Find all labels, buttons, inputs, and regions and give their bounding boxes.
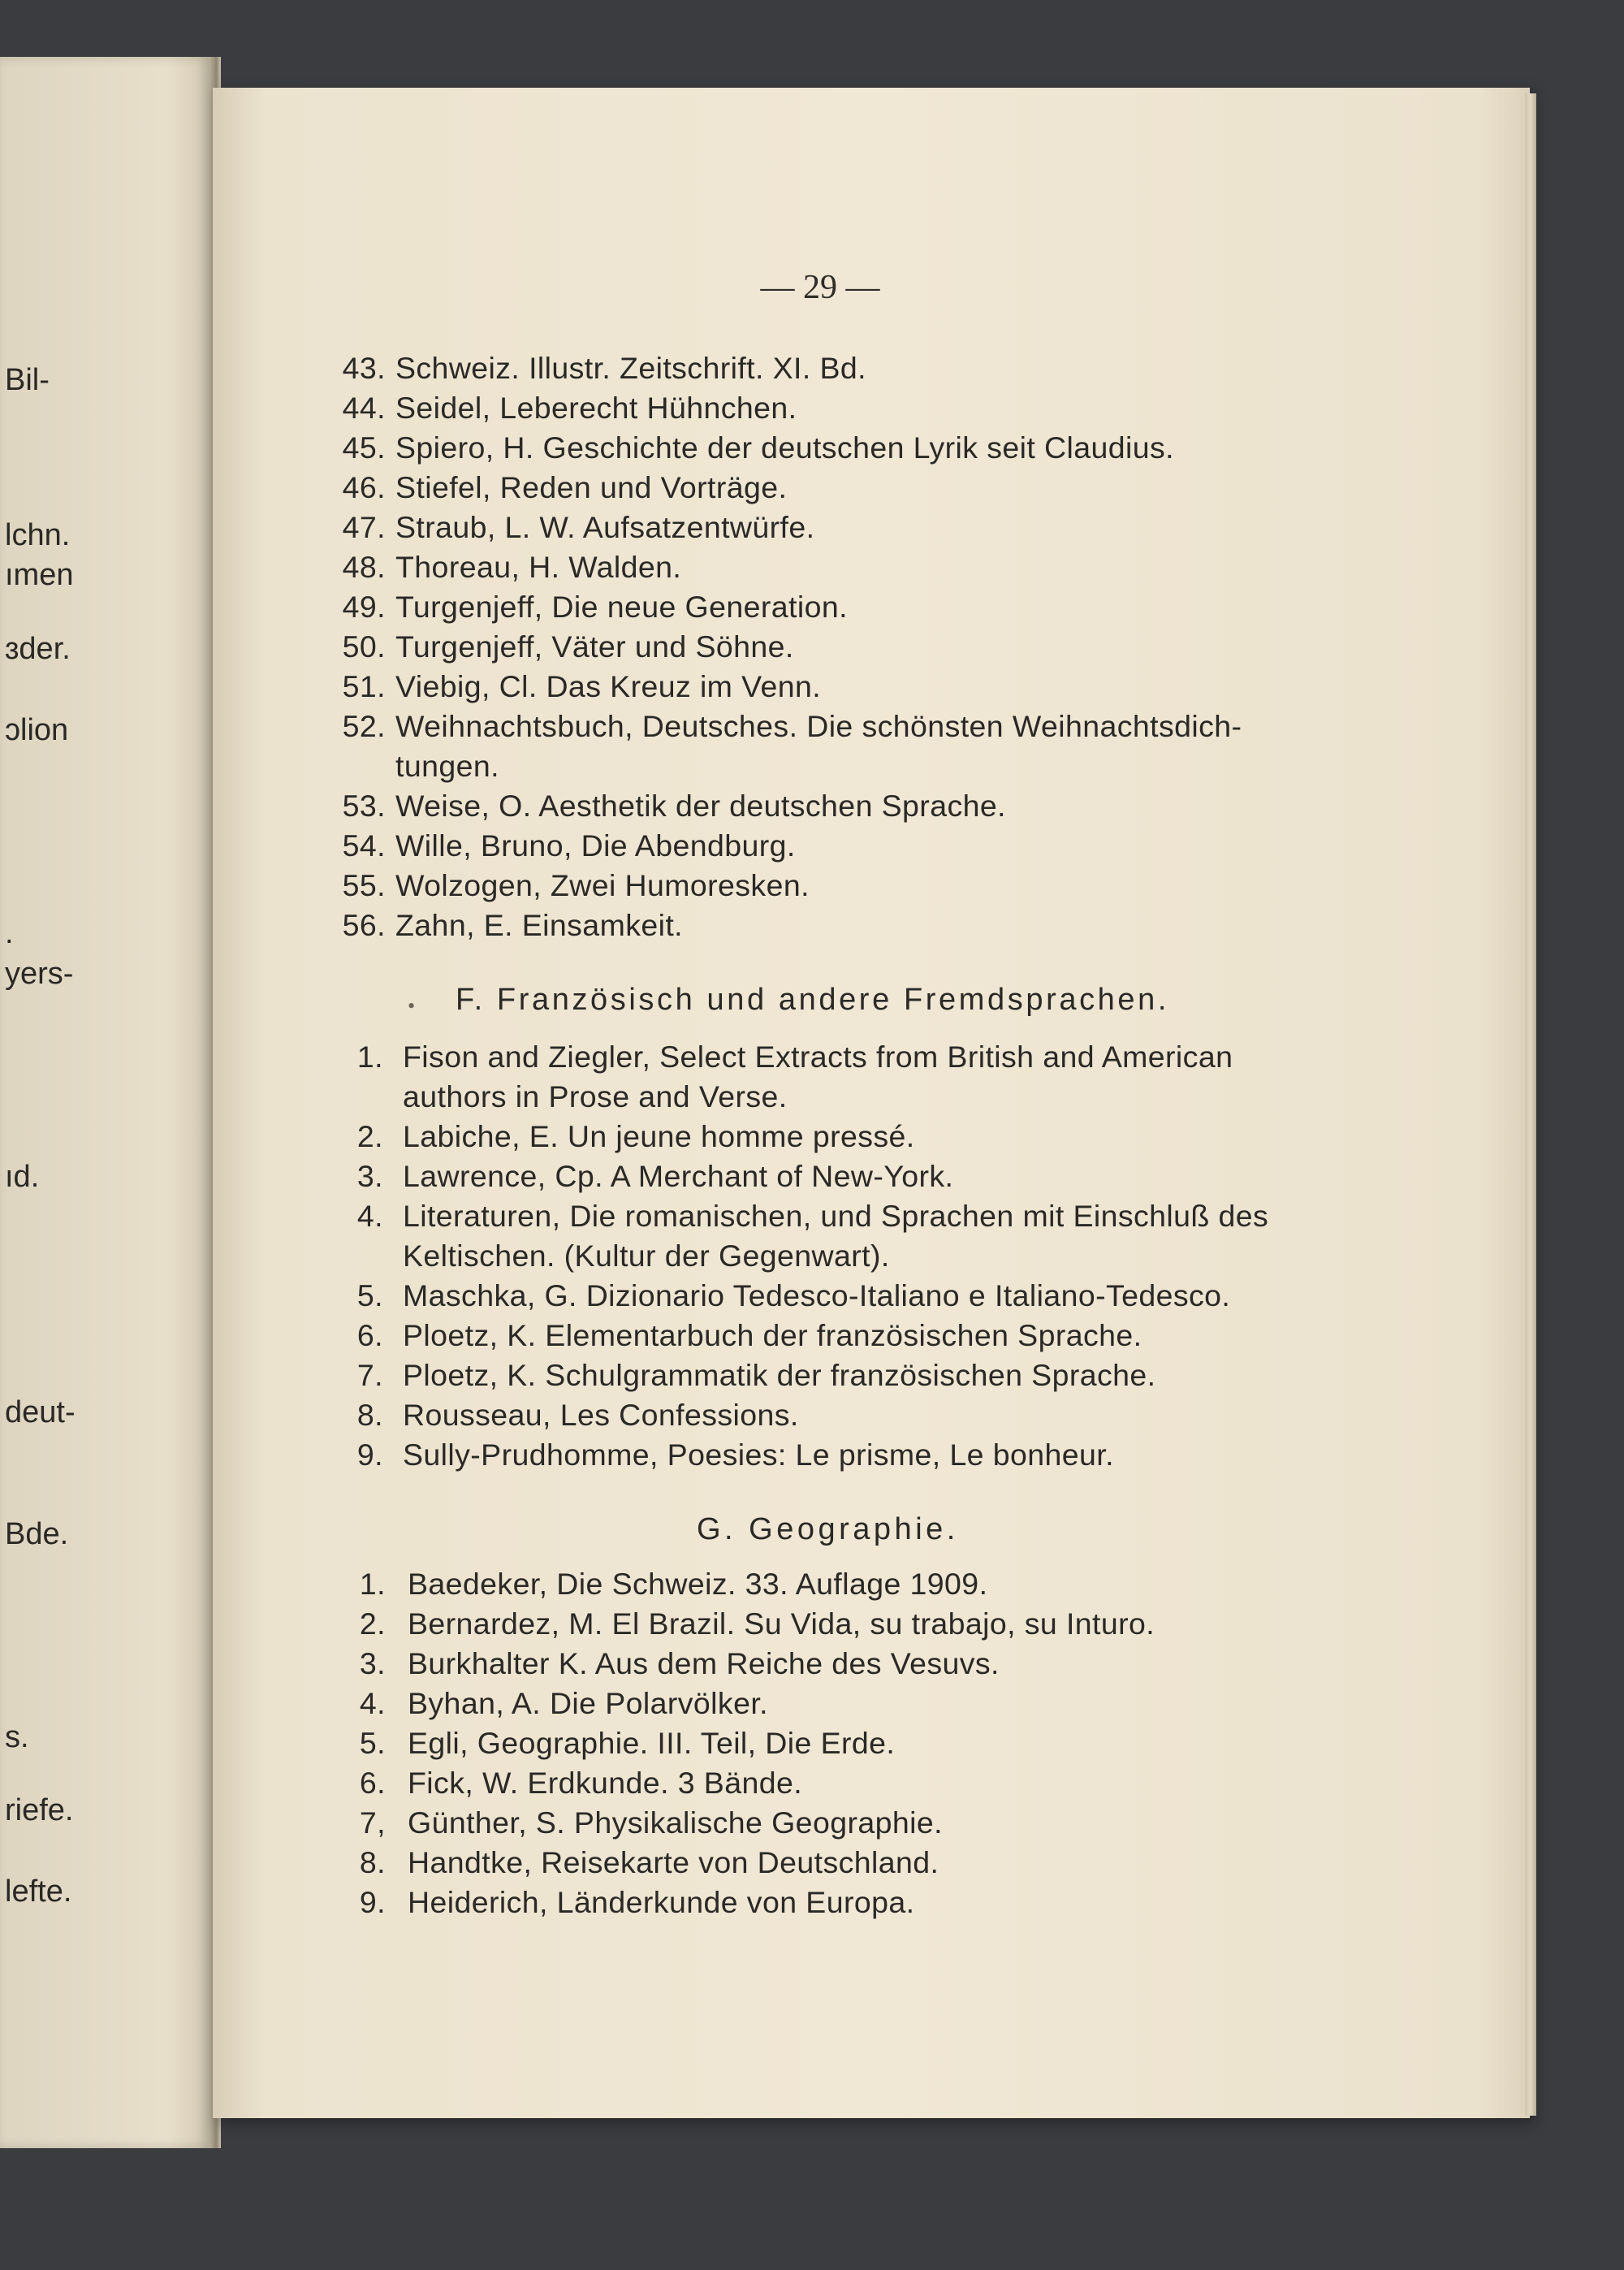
section-heading-f: F. Französisch und andere Fremdsprachen. <box>456 983 1170 1017</box>
left-fragment: Bil- <box>5 363 50 397</box>
left-fragment: riefe. <box>5 1793 74 1827</box>
left-fragment: yers- <box>5 957 74 991</box>
left-fragment: deut- <box>5 1395 76 1429</box>
left-fragment: lchn. <box>5 518 71 552</box>
section-heading-g: G. Geographie. <box>697 1512 959 1546</box>
left-fragment: s. <box>5 1720 29 1754</box>
left-fragment: lefte. <box>5 1874 72 1909</box>
bullet-mark: • <box>408 994 416 1018</box>
left-fragment: ımen <box>5 558 74 592</box>
page-number: — 29 — <box>760 269 880 306</box>
left-fragment: ɔlion <box>5 713 69 747</box>
left-fragment: . <box>5 916 14 950</box>
left-fragment: ɜder. <box>5 632 71 666</box>
page-edge <box>1525 93 1536 2116</box>
left-fragment: Bde. <box>5 1517 69 1551</box>
left-fragment: ıd. <box>5 1160 40 1194</box>
